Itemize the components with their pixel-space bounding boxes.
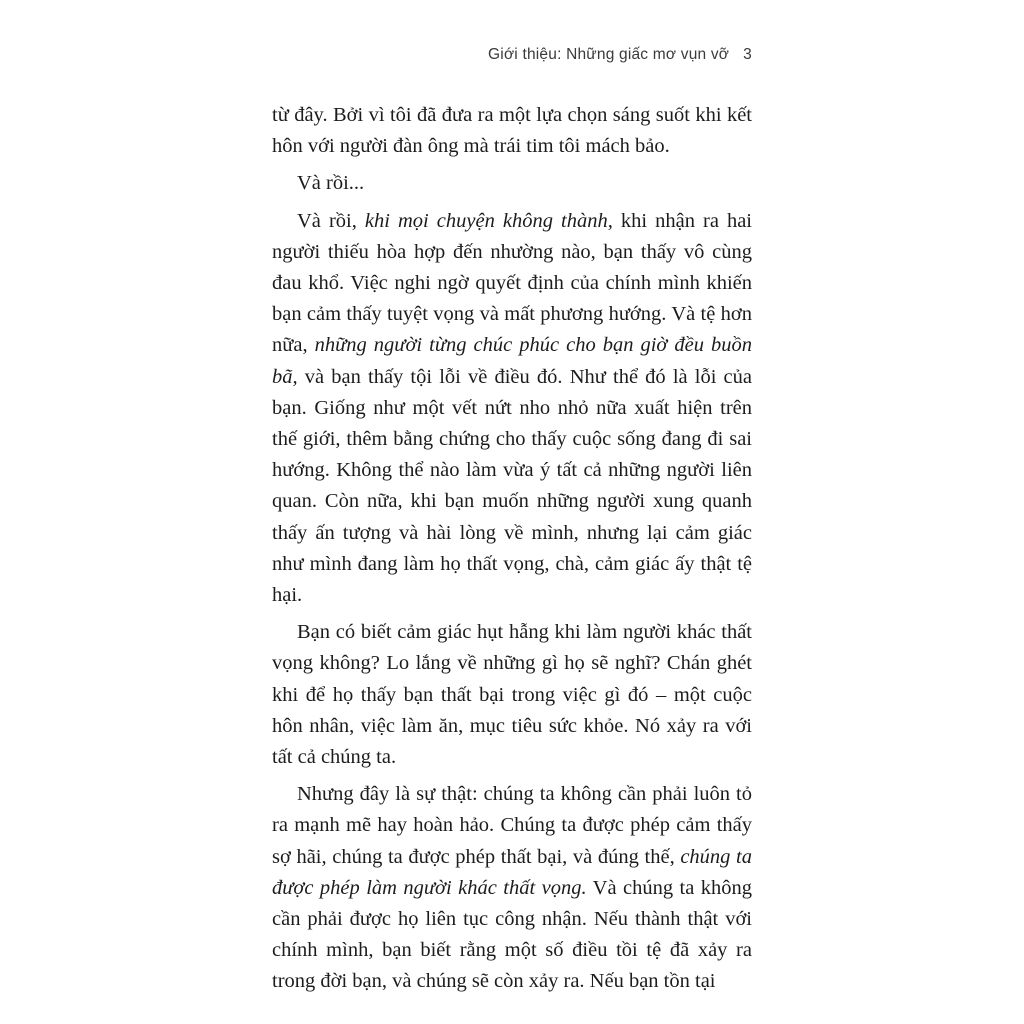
text-run: Nhưng đây là sự thật: chúng ta không cần phải luôn tỏ ra mạnh mẽ hay hoàn hảo. Chúng ta được phép cảm thấy sợ hãi, chúng ta được phép thất bại, và đúng thế,	[272, 783, 752, 868]
text-run: Và chúng ta không cần phải được họ liên tục công nhận. Nếu thành thật với chính mình, bạn biết rằng một số điều tồi tệ đã xảy ra trong đời bạn, và chúng sẽ còn xảy ra. Nếu bạn tồn tại	[272, 876, 752, 993]
page-number: 3	[743, 46, 752, 63]
chapter-title: Giới thiệu: Những giấc mơ vụn vỡ	[488, 46, 730, 63]
italic-text: khi mọi chuyện không thành,	[364, 209, 613, 232]
text-run: và bạn thấy tội lỗi về điều đó. Như thể đó là lỗi của bạn. Giống như một vết nứt nho nhỏ nữa xuất hiện trên thế giới, thêm bằng chứng cho thấy cuộc sống đang đi sai hướng. Không thể nào làm vừa ý tất cả những người liên quan. Còn nữa, khi bạn muốn những người xung quanh thấy ấn tượng và hài lòng về mình, nhưng lại cảm giác như mình đang làm họ thất vọng, chà, cảm giác ấy thật tệ hại.	[272, 365, 752, 607]
italic-text: chúng ta được phép làm người khác thất vọng.	[272, 845, 752, 899]
running-header	[488, 46, 752, 64]
paragraph	[272, 168, 752, 199]
paragraph	[272, 779, 752, 997]
text-run: khi nhận ra hai người thiếu hòa hợp đến nhường nào, bạn thấy vô cùng đau khổ. Việc nghi ngờ quyết định của chính mình khiến bạn cảm thấy tuyệt vọng và mất phương hướng. Và tệ hơn nữa,	[272, 209, 753, 357]
text-run: Và rồi...	[297, 172, 365, 195]
text-run: Bạn có biết cảm giác hụt hẫng khi làm người khác thất vọng không? Lo lắng về những gì họ sẽ nghĩ? Chán ghét khi để họ thấy bạn thất bại trong việc gì đó – một cuộc hôn nhân, việc làm ăn, mục tiêu sức khỏe. Nó xảy ra với tất cả chúng ta.	[272, 621, 752, 769]
text-run: Và rồi,	[297, 209, 365, 232]
text-run: từ đây. Bởi vì tôi đã đưa ra một lựa chọn sáng suốt khi kết hôn với người đàn ông mà trái tim tôi mách bảo.	[272, 104, 752, 158]
paragraph	[272, 617, 752, 773]
paragraph	[272, 100, 752, 162]
body-text	[272, 100, 752, 1004]
paragraph	[272, 206, 752, 612]
italic-text: những người từng chúc phúc cho bạn giờ đều buồn bã,	[272, 334, 752, 388]
